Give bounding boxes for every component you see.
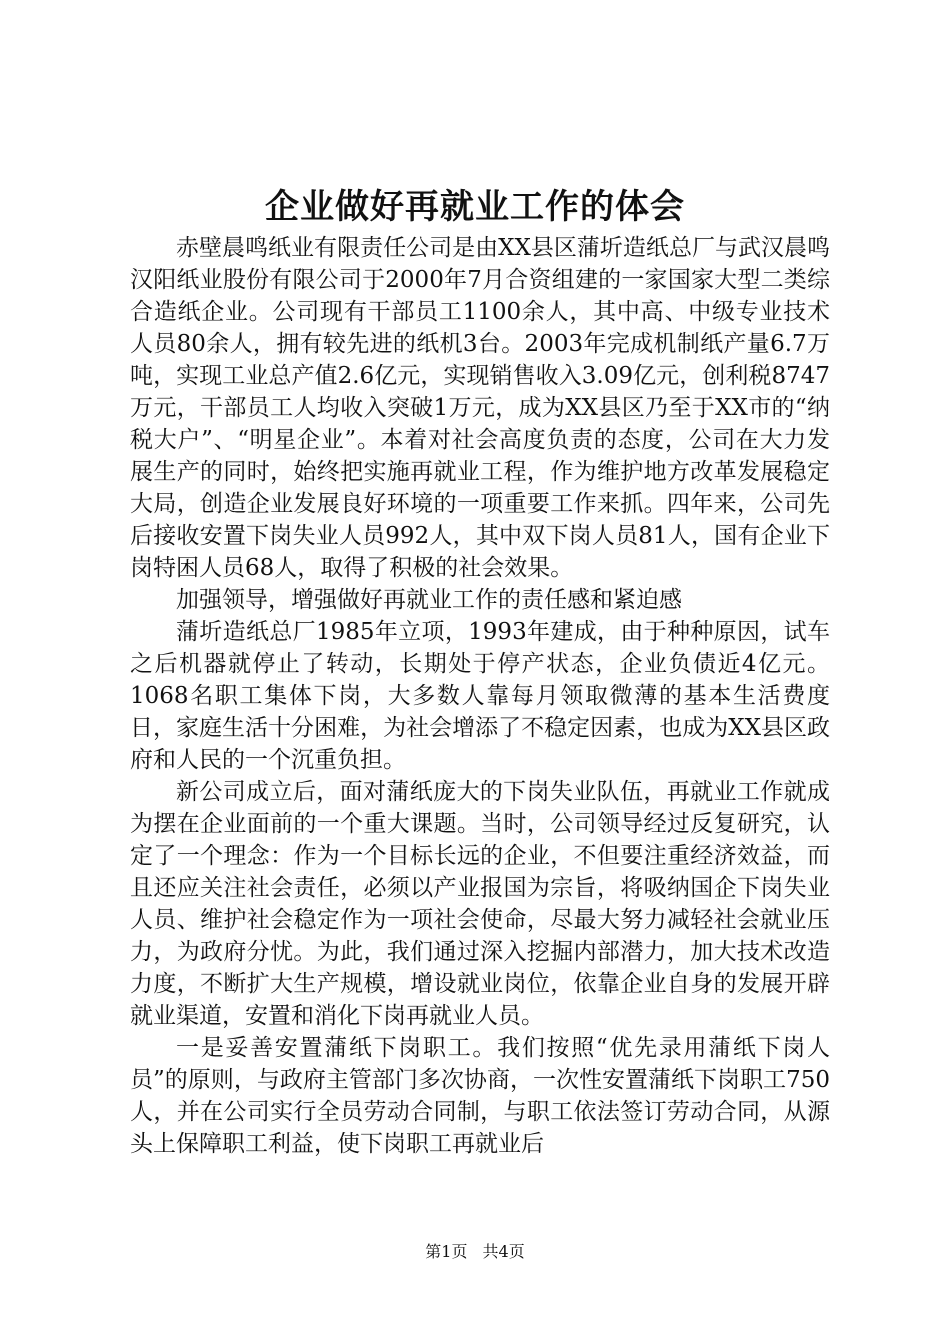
paragraph-history: 蒲圻造纸总厂1985年立项，1993年建成，由于种种原因，试车之后机器就停止了转动，长期处于停产状态，企业负债近4亿元。1068名职工集体下岗，大多数人靠每月领取微薄的基本生活费度日，家庭生活十分困难，为社会增添了不稳定因素，也成为XX县区政府和人民的一个沉重负担。	[130, 619, 830, 773]
document-body	[130, 232, 830, 1160]
document-title: 企业做好再就业工作的体会	[265, 187, 685, 227]
paragraph-new-company: 新公司成立后，面对蒲纸庞大的下岗失业队伍，再就业工作就成为摆在企业面前的一个重大课题。当时，公司领导经过反复研究，认定了一个理念：作为一个目标长远的企业，不但要注重经济效益，而且还应关注社会责任，必须以产业报国为宗旨，将吸纳国企下岗失业人员、维护社会稳定作为一项社会使命，尽最大努力减轻社会就业压力，为政府分忧。为此，我们通过深入挖掘内部潜力，加大技术改造力度，不断扩大生产规模，增设就业岗位，依靠企业自身的发展开辟就业渠道，安置和消化下岗再就业人员。	[130, 779, 830, 1029]
paragraph-intro: 赤壁晨鸣纸业有限责任公司是由XX县区蒲圻造纸总厂与武汉晨鸣汉阳纸业股份有限公司于2000年7月合资组建的一家国家大型二类综合造纸企业。公司现有干部员工1100余人，其中高、中级专业技术人员80余人，拥有较先进的纸机3台。2003年完成机制纸产量6.7万吨，实现工业总产值2.6亿元，实现销售收入3.09亿元，创利税8747万元，干部员工人均收入突破1万元，成为XX县区乃至于XX市的“纳税大户”、“明星企业”。本着对社会高度负责的态度，公司在大力发展生产的同时，始终把实施再就业工程，作为维护地方改革发展稳定大局，创造企业发展良好环境的一项重要工作来抓。四年来，公司先后接收安置下岗失业人员992人，其中双下岗人员81人，国有企业下岗特困人员68人，取得了积极的社会效果。	[130, 235, 830, 581]
page-total: 共4页	[482, 1242, 525, 1261]
paragraph-heading-leadership: 加强领导，增强做好再就业工作的责任感和紧迫感	[176, 587, 682, 613]
paragraph-measure-one: 一是妥善安置蒲纸下岗职工。我们按照“优先录用蒲纸下岗人员”的原则，与政府主管部门多次协商，一次性安置蒲纸下岗职工750人，并在公司实行全员劳动合同制，与职工依法签订劳动合同，从源头上保障职工利益，使下岗职工再就业后	[130, 1035, 830, 1157]
page-number: 第1页	[425, 1242, 468, 1261]
page-footer	[0, 1240, 950, 1264]
